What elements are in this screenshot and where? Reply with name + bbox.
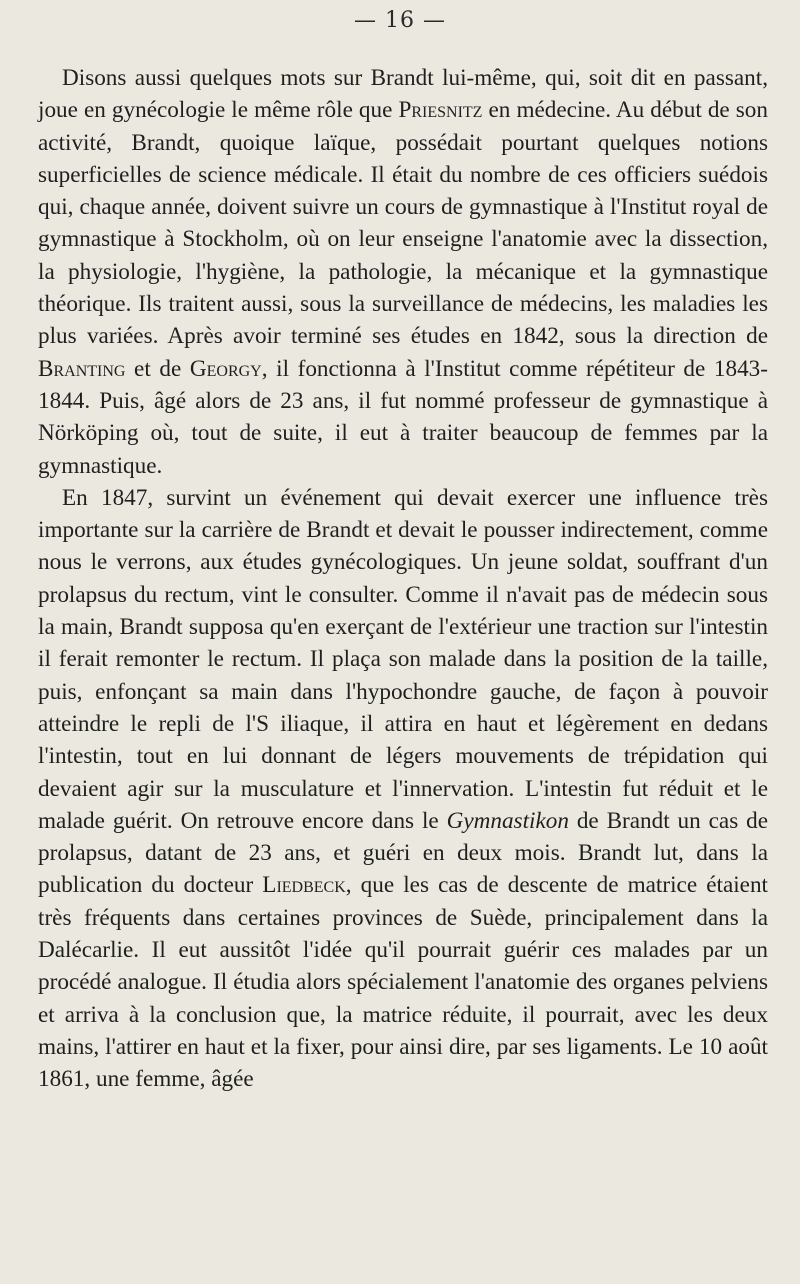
proper-name: Priesnitz	[398, 97, 483, 124]
proper-name: Liedbeck	[262, 872, 346, 899]
text-run: de Brandt un cas de prolapsus, datant de 23 ans, et guéri en deux mois. Brandt lut, dans la publication du docteur	[38, 807, 768, 899]
text-run: en médecine. Au début de son activité, Brandt, quoique laïque, possédait pourtant quelques notions superficielles de science médicale. Il était du nombre de ces officiers suédois qui, chaque année, doivent suivre un cours de gymnastique à l'Institut royal de gymnastique à Stockholm, où on leur enseigne l'anatomie avec la dissection, la physiologie, l'hygiène, la pathologie, la mécanique et la gymnastique théorique. Ils traitent aussi, sous la surveillance de médecins, les maladies les plus variées. Après avoir terminé ses études en 1842, sous la direction de	[38, 97, 768, 350]
page-number: — 16 —	[354, 8, 446, 33]
text-run: , que les cas de descente de matrice étaient très fréquents dans certaines provinces de Suède, principalement dans la Dalécarlie. Il eut aussitôt l'idée qu'il pourrait guérir ces malades par un procédé analogue. Il étudia alors spécialement l'anatomie des organes pelviens et arriva à la conclusion que, la matrice réduite, il pourrait, avec les deux mains, l'attirer en haut et la fixer, pour ainsi dire, par ses ligaments. Le 10 août 1861, une femme, âgée	[38, 872, 769, 1093]
proper-name: Georgy	[189, 355, 262, 382]
paragraph	[38, 482, 768, 1096]
book-title: Gymnastikon	[446, 807, 569, 834]
text-run: Disons aussi quelques mots sur Brandt lui-même, qui, soit dit en passant, joue en gynécologie le même rôle que	[38, 65, 768, 124]
body-text	[38, 62, 768, 1096]
text-run: et de	[125, 355, 190, 382]
paragraph	[38, 62, 768, 482]
text-run: , il fonctionna à l'Institut comme répétiteur de 1843-1844. Puis, âgé alors de 23 ans, il fut nommé professeur de gymnastique à Nörköping où, tout de suite, il eut à traiter beaucoup de femmes par la gymnastique.	[38, 355, 768, 479]
text-run: En 1847, survint un événement qui devait exercer une influence très importante sur la carrière de Brandt et devait le pousser indirectement, comme nous le verrons, aux études gynécologiques. Un jeune soldat, souffrant d'un prolapsus du rectum, vint le consulter. Comme il n'avait pas de médecin sous la main, Brandt supposa qu'en exerçant de l'extérieur une traction sur l'intestin il ferait remonter le rectum. Il plaça son malade dans la position de la taille, puis, enfonçant sa main dans l'hypochondre gauche, de façon à pouvoir atteindre le repli de l'S iliaque, il attira en haut et légèrement en dedans l'intestin, tout en lui donnant de légers mouvements de trépidation qui devaient agir sur la musculature et l'innervation. L'intestin fut réduit et le malade guérit. On retrouve encore dans le	[38, 484, 768, 834]
proper-name: Branting	[38, 355, 126, 382]
